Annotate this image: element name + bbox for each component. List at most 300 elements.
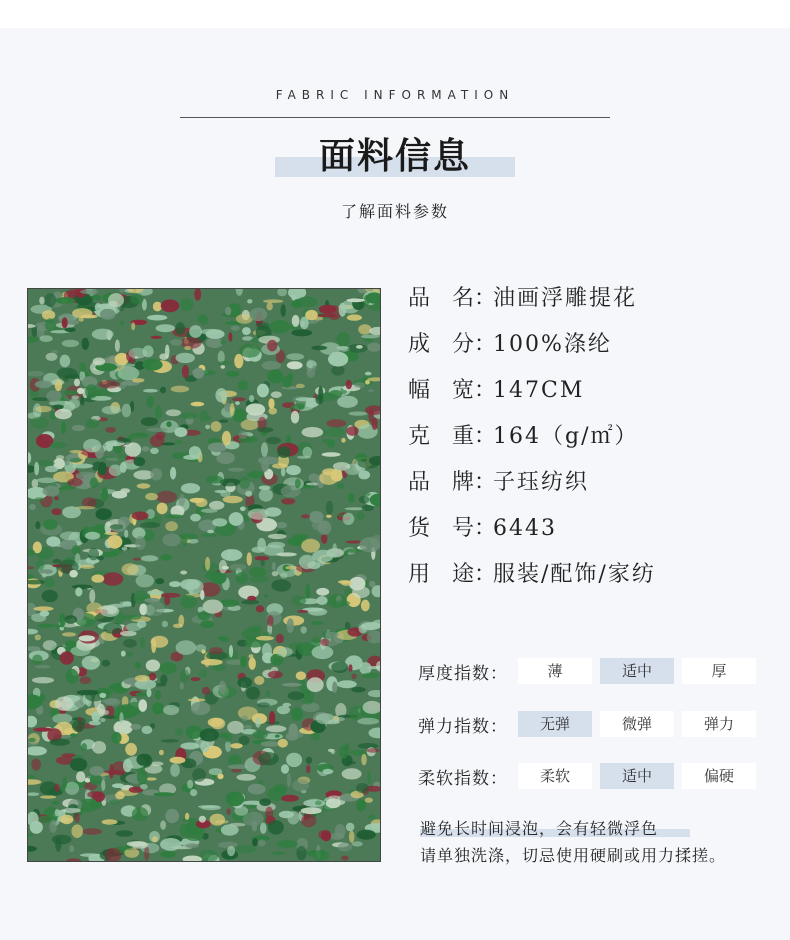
fabric-fleck [237,380,248,390]
fabric-fleck [343,513,355,525]
fabric-fleck [170,467,176,480]
fabric-fleck [49,820,57,833]
fabric-fleck [175,440,182,444]
fabric-fleck [82,656,100,670]
fabric-fleck [180,412,198,419]
fabric-fleck [282,376,292,388]
fabric-fleck [201,509,218,513]
fabric-fleck [267,302,273,310]
fabric-fleck [305,584,310,599]
fabric-fleck [257,702,269,707]
fabric-fleck [189,588,193,595]
fabric-fleck [163,534,181,547]
fabric-fleck [235,845,256,854]
fabric-fleck [219,681,227,694]
fabric-fleck [126,652,133,657]
fabric-fleck [190,789,197,796]
fabric-fleck [358,743,379,749]
fabric-fleck [147,590,164,595]
fabric-fleck [268,534,287,539]
fabric-fleck [276,522,287,528]
fabric-fleck [45,466,58,473]
fabric-fleck [123,639,137,648]
fabric-fleck [292,315,300,327]
fabric-fleck [74,812,80,823]
fabric-fleck [201,534,217,537]
section-eyebrow: FABRIC INFORMATION [275,88,515,102]
fabric-fleck [180,571,187,575]
fabric-fleck [247,552,252,565]
fabric-fleck [176,640,197,655]
fabric-fleck [132,511,149,520]
fabric-fleck [117,454,127,462]
fabric-fleck [211,718,226,729]
fabric-fleck [69,399,80,409]
fabric-fleck [90,477,99,488]
fabric-fleck [69,570,78,578]
fabric-fleck [180,682,184,689]
fabric-fleck [46,390,61,402]
fabric-fleck [361,754,366,766]
fabric-fleck [200,315,208,326]
fabric-fleck [297,456,311,459]
fabric-fleck [365,798,373,803]
elasticity-scale [418,711,764,737]
fabric-fleck [291,329,312,336]
fabric-fleck [70,450,83,453]
fabric-fleck [40,335,53,342]
fabric-fleck [35,381,52,389]
fabric-fleck [156,491,177,503]
fabric-fleck [128,348,147,359]
fabric-fleck [134,457,146,466]
fabric-fleck [199,410,208,422]
fabric-fleck [364,339,374,342]
fabric-swatch-image [27,288,381,862]
fabric-fleck [75,587,82,596]
fabric-fleck [209,768,223,775]
softness-scale [418,763,764,789]
fabric-fleck [102,819,118,824]
fabric-fleck [302,427,324,437]
fabric-fleck [327,419,347,427]
fabric-fleck [349,412,368,416]
fabric-fleck [346,380,352,390]
fabric-fleck [237,677,252,688]
fabric-fleck [86,419,100,429]
fabric-fleck [72,425,85,431]
spec-row-composition [408,328,656,374]
fabric-fleck [357,830,376,840]
fabric-fleck [341,856,349,861]
fabric-fleck [249,657,256,669]
fabric-fleck [229,512,244,526]
fabric-fleck [246,805,257,809]
fabric-fleck [280,573,288,579]
fabric-fleck [329,833,344,840]
scale-label: 柔软指数： [418,768,508,789]
fabric-fleck [50,739,70,746]
spec-row-width [408,374,656,420]
fabric-fleck [220,478,241,486]
fabric-fleck [32,655,43,665]
fabric-fleck [161,593,181,598]
fabric-fleck [170,757,186,764]
fabric-fleck [99,693,106,698]
fabric-fleck [337,483,345,489]
fabric-fleck [72,464,93,469]
fabric-fleck [235,401,240,405]
fabric-fleck [55,409,72,419]
fabric-fleck [278,739,288,748]
fabric-fleck [318,386,323,401]
fabric-fleck [303,799,325,807]
fabric-fleck [169,581,181,587]
fabric-fleck [291,411,299,424]
fabric-fleck [133,590,149,604]
fabric-fleck [203,600,224,614]
fabric-fleck [34,462,39,476]
fabric-fleck [356,783,369,793]
spec-row-item-number [408,512,656,558]
fabric-fleck [301,626,307,633]
fabric-fleck [306,757,312,764]
page-title: 面料信息 [318,136,471,177]
fabric-fleck [333,462,350,471]
fabric-fleck [102,698,118,704]
fabric-fleck [268,671,283,679]
fabric-fleck [62,808,80,813]
fabric-fleck [130,433,148,437]
fabric-fleck [59,627,64,631]
fabric-fleck [60,651,74,664]
spec-label: 货 号： [408,516,497,541]
spec-value: 服装/配饰/家纺 [493,562,656,587]
fabric-fleck [28,738,36,742]
fabric-fleck [160,387,166,394]
fabric-fleck [296,297,318,308]
fabric-fleck [137,483,151,488]
fabric-fleck [332,682,337,694]
fabric-fleck [183,455,200,460]
fabric-fleck [102,406,121,415]
fabric-fleck [248,784,266,795]
spec-value: 子珏纺织 [493,470,590,495]
fabric-fleck [184,346,191,350]
fabric-fleck [259,798,271,806]
fabric-fleck [271,852,285,855]
fabric-fleck [306,765,311,774]
fabric-fleck [122,615,141,620]
fabric-fleck [146,396,154,408]
fabric-fleck [325,632,339,637]
scale-option: 适中 [600,658,674,684]
fabric-fleck [301,814,316,827]
fabric-fleck [256,605,264,612]
fabric-fleck [141,555,158,561]
spec-value: 164（g/㎡） [493,424,639,449]
fabric-fleck [249,395,254,402]
fabric-fleck [269,711,275,725]
fabric-fleck [281,468,286,477]
fabric-fleck [160,838,181,851]
fabric-fleck [326,501,333,515]
fabric-fleck [37,478,58,484]
fabric-fleck [57,368,78,379]
fabric-fleck [161,739,179,743]
fabric-fleck [69,845,74,852]
fabric-fleck [180,742,199,749]
fabric-fleck [296,846,306,860]
fabric-fleck [83,439,101,453]
fabric-fleck [31,758,41,770]
fabric-fleck [140,522,160,528]
fabric-fleck [122,563,139,575]
fabric-fleck [153,792,175,796]
fabric-fleck [318,520,332,534]
fabric-fleck [166,409,181,416]
fabric-fleck [329,390,342,398]
fabric-fleck [351,687,365,693]
fabric-fleck [368,389,374,392]
fabric-fleck [191,402,205,407]
scale-option: 微弹 [600,711,674,737]
fabric-fleck [36,559,45,570]
scale-option: 弹力 [682,711,756,737]
fabric-fleck [252,547,265,553]
fabric-fleck [229,645,233,657]
fabric-fleck [269,320,290,333]
fabric-fleck [191,677,201,681]
scale-option: 偏硬 [682,763,756,789]
fabric-fleck [55,837,61,851]
fabric-fleck [365,372,372,376]
fabric-fleck [79,363,87,372]
fabric-fleck [71,396,79,400]
fabric-fleck [244,725,252,729]
spec-list [408,282,656,604]
fabric-fleck [191,702,211,715]
fabric-fleck [132,378,144,382]
fabric-fleck [75,472,93,480]
fabric-fleck [359,496,370,504]
fabric-fleck [199,670,208,678]
fabric-fleck [272,463,288,468]
fabric-fleck [181,337,202,349]
fabric-fleck [170,764,180,777]
fabric-fleck [242,327,251,335]
fabric-fleck [122,547,128,551]
fabric-fleck [119,712,123,723]
fabric-fleck [290,404,304,411]
fabric-fleck [147,315,167,321]
fabric-fleck [271,579,291,591]
fabric-fleck [142,446,150,452]
fabric-fleck [292,779,309,791]
fabric-fleck [151,336,163,339]
fabric-fleck [76,771,85,782]
fabric-fleck [347,761,356,764]
fabric-fleck [82,526,88,533]
fabric-fleck [265,807,273,820]
fabric-fleck [165,514,184,518]
fabric-fleck [150,435,165,447]
fabric-fleck [72,308,92,318]
fabric-fleck [172,452,185,459]
fabric-fleck [331,749,336,754]
fabric-fleck [112,783,124,788]
fabric-fleck [135,662,141,669]
fabric-fleck [149,673,156,681]
fabric-fleck [85,532,100,540]
spec-value: 100%涤纶 [493,332,612,357]
fabric-fleck [65,782,79,795]
fabric-fleck [356,345,363,349]
fabric-fleck [171,386,190,393]
fabric-fleck [52,835,72,845]
fabric-fleck [95,303,102,312]
fabric-fleck [135,536,146,550]
fabric-fleck [362,505,374,511]
fabric-fleck [62,632,76,636]
fabric-fleck [140,637,145,649]
fabric-fleck [56,455,64,460]
header-divider [180,117,610,118]
fabric-fleck [347,314,362,320]
fabric-fleck [302,698,313,704]
spec-row-weight [408,420,656,466]
fabric-fleck [42,310,55,320]
fabric-fleck [110,549,122,554]
fabric-fleck [311,733,321,740]
fabric-fleck [142,359,162,371]
fabric-fleck [227,808,231,815]
fabric-fleck [225,733,233,743]
fabric-fleck [210,572,226,585]
fabric-fleck [42,573,47,577]
fabric-fleck [212,664,225,671]
fabric-fleck [193,368,204,379]
fabric-fleck [323,769,334,774]
fabric-fleck [257,839,265,846]
fabric-fleck [35,406,51,413]
fabric-fleck [211,421,222,432]
fabric-fleck [276,634,284,644]
fabric-fleck [103,623,122,634]
fabric-fleck [296,671,306,680]
fabric-fleck [130,724,141,730]
fabric-fleck [321,534,328,544]
fabric-fleck [102,572,123,585]
fabric-fleck [89,589,95,603]
fabric-fleck [101,780,105,792]
fabric-fleck [266,725,286,732]
fabric-fleck [215,388,227,402]
fabric-fleck [341,438,345,443]
fabric-fleck [286,465,301,475]
fabric-fleck [346,426,358,436]
fabric-fleck [88,548,99,560]
fabric-fleck [272,571,279,576]
fabric-fleck [147,601,164,616]
fabric-fleck [30,417,49,429]
fabric-fleck [276,840,298,848]
fabric-fleck [175,728,183,736]
fabric-fleck [352,841,363,846]
fabric-fleck [267,340,277,352]
fabric-fleck [256,322,270,328]
fabric-fleck [82,338,90,350]
fabric-fleck [268,820,284,834]
fabric-fleck [121,651,126,657]
fabric-fleck [45,578,55,588]
fabric-fleck [50,442,66,449]
fabric-fleck [287,353,305,360]
fabric-fleck [267,615,274,626]
fabric-fleck [256,636,274,641]
spec-value: 油画浮雕提花 [493,286,638,311]
fabric-fleck [179,669,189,682]
fabric-fleck [262,643,272,658]
fabric-fleck [351,674,356,680]
fabric-fleck [159,353,168,360]
fabric-fleck [188,698,206,701]
fabric-fleck [98,380,120,388]
fabric-fleck [222,431,231,446]
spec-row-usage [408,558,656,604]
fabric-fleck [249,654,254,658]
fabric-fleck [228,468,245,472]
fabric-fleck [117,438,130,443]
fabric-fleck [342,768,362,779]
fabric-fleck [255,717,261,727]
fabric-fleck [271,391,282,398]
fabric-fleck [319,305,336,314]
fabric-fleck [277,706,290,715]
scale-option: 无弹 [518,711,592,737]
fabric-fleck [247,596,256,601]
scale-option: 厚 [682,658,756,684]
fabric-fleck [110,799,120,804]
fabric-fleck [231,743,243,748]
fabric-fleck [144,598,160,603]
fabric-fleck [164,596,170,606]
fabric-fleck [54,784,60,792]
fabric-fleck [361,600,370,612]
fabric-fleck [160,554,172,560]
fabric-fleck [315,801,322,806]
fabric-fleck [181,483,200,493]
fabric-fleck [307,368,316,378]
fabric-fleck [205,557,210,571]
fabric-fleck [162,621,168,628]
fabric-fleck [151,638,156,653]
fabric-fleck [354,382,365,388]
fabric-fleck [260,823,267,834]
fabric-fleck [91,574,104,582]
scale-option: 适中 [600,763,674,789]
fabric-fleck [232,397,246,401]
fabric-fleck [247,299,252,303]
fabric-fleck [236,572,249,584]
fabric-fleck [207,530,214,534]
fabric-fleck [62,317,68,328]
fabric-fleck [200,620,214,628]
fabric-fleck [358,324,371,334]
fabric-fleck [65,615,78,624]
spec-value: 6443 [493,516,557,541]
fabric-fleck [43,519,57,530]
